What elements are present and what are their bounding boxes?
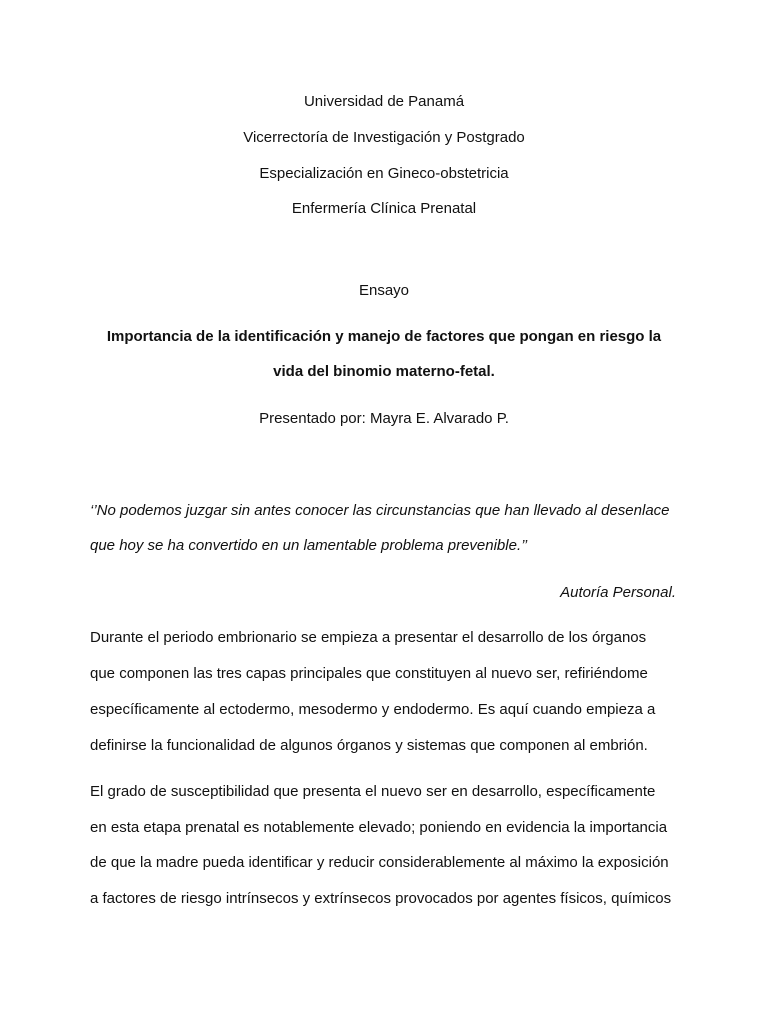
epigraph-line-1: ‘’No podemos juzgar sin antes conocer las circunstancias que han llevado al desenlace [90, 502, 670, 519]
paragraph-2-line-4: a factores de riesgo intrínsecos y extrínsecos provocados por agentes físicos, químicos [90, 890, 672, 907]
vice-rectorate: Vicerrectoría de Investigación y Postgrado [243, 129, 525, 146]
paragraph-2-line-3: de que la madre pueda identificar y reducir considerablemente al máximo la exposición [90, 854, 669, 871]
paragraph-1-line-3: específicamente al ectodermo, mesodermo y endodermo. Es aquí cuando empieza a [90, 701, 656, 718]
epigraph-attribution: Autoría Personal. [560, 584, 676, 601]
paragraph-1-line-4: definirse la funcionalidad de algunos órganos y sistemas que componen al embrión. [90, 737, 648, 754]
paragraph-2-line-2: en esta etapa prenatal es notablemente elevado; poniendo en evidencia la importancia [90, 819, 668, 836]
paragraph-2-line-1: El grado de susceptibilidad que presenta el nuevo ser en desarrollo, específicamente [90, 783, 656, 800]
document-title-line-2: vida del binomio materno-fetal. [273, 363, 495, 380]
document-title-line-1: Importancia de la identificación y manejo de factores que pongan en riesgo la [106, 328, 662, 345]
presented-by: Presentado por: Mayra E. Alvarado P. [259, 410, 509, 427]
course-name: Enfermería Clínica Prenatal [291, 200, 477, 217]
paragraph-1-line-1: Durante el periodo embrionario se empieza a presentar el desarrollo de los órganos [90, 629, 647, 646]
paragraph-1-line-2: que componen las tres capas principales que constituyen al nuevo ser, refiriéndome [90, 665, 648, 682]
university-name: Universidad de Panamá [303, 93, 465, 110]
epigraph-line-2: que hoy se ha convertido en un lamentable problema prevenible.’’ [90, 537, 528, 554]
specialization: Especialización en Gineco-obstetricia [259, 165, 509, 182]
document-type: Ensayo [358, 282, 410, 299]
